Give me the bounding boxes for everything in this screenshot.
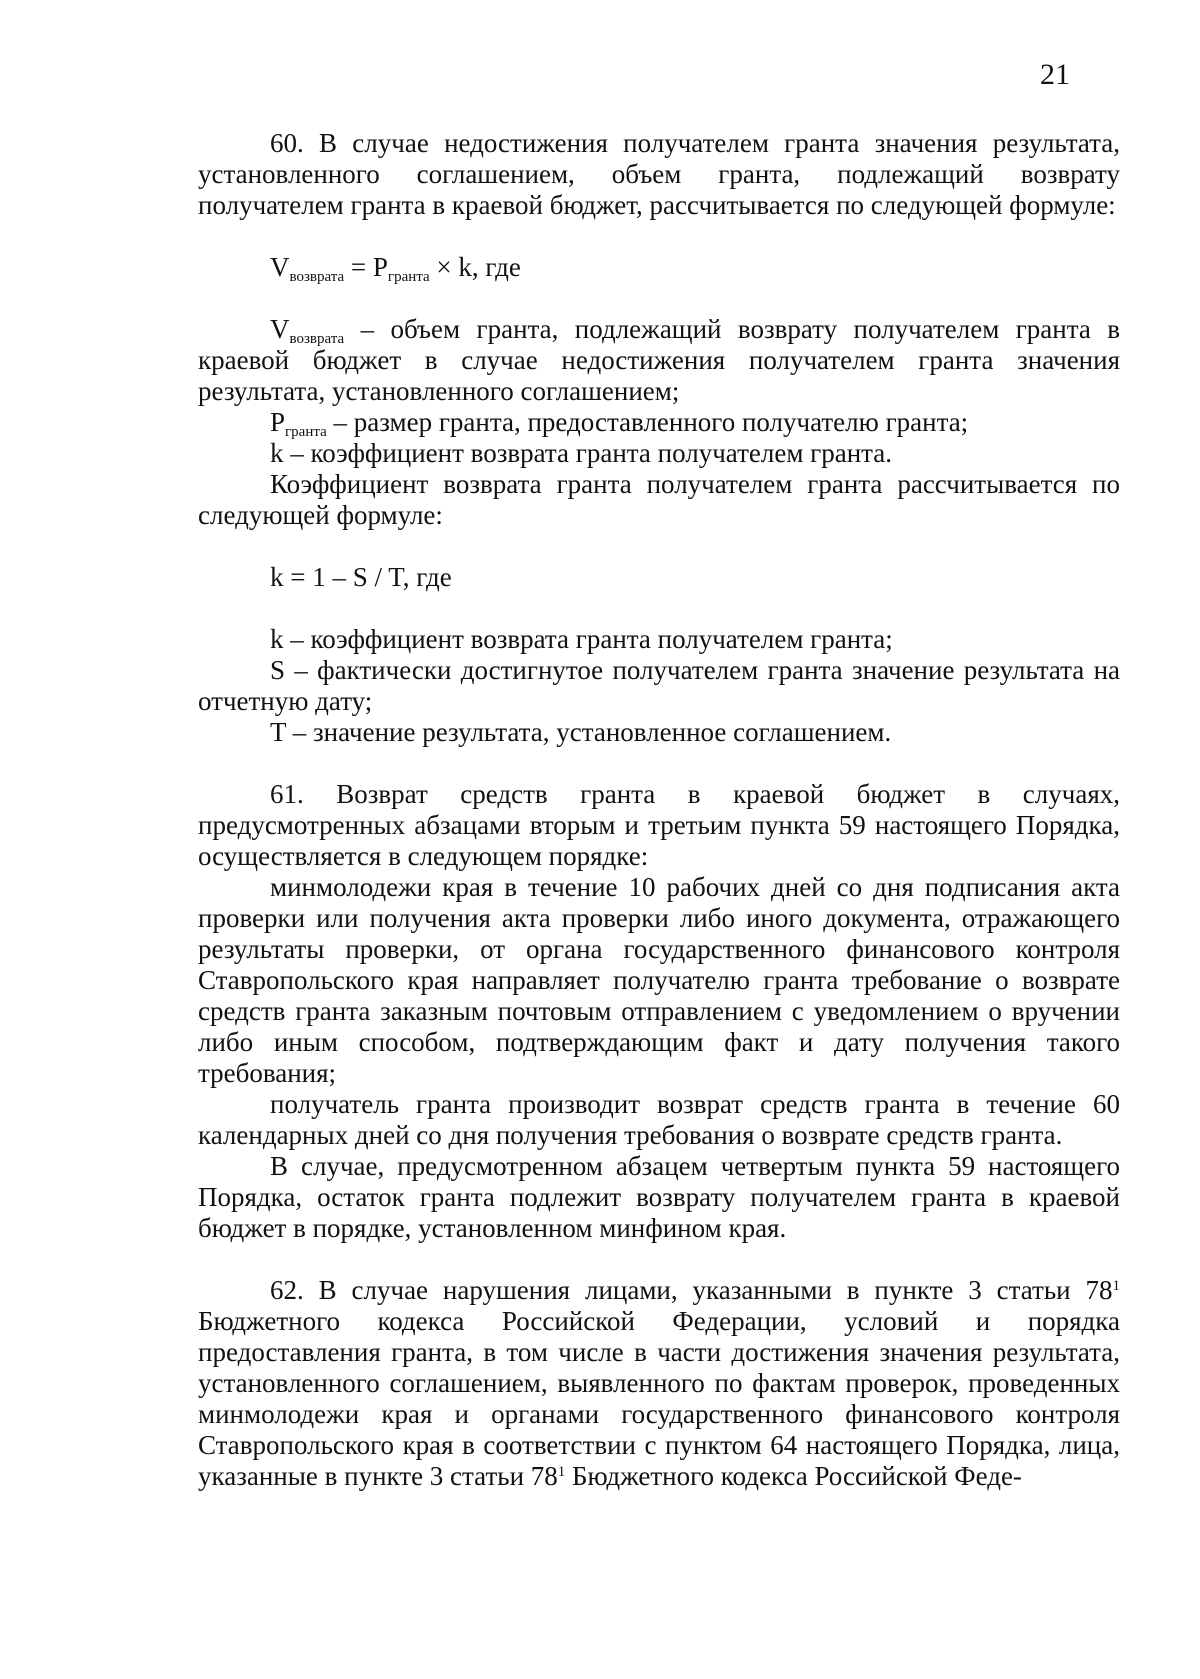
paragraph-61-intro: 61. Возврат средств гранта в краевой бюджет в случаях, предусмотренных абзацами вторым и третьим пункта 59 настоящего Порядка, осуществляется в следующем порядке: <box>198 779 1120 871</box>
paragraph-61-step-2: получатель гранта производит возврат средств гранта в течение 60 календарных дней со дня получения требования о возврате средств гранта. <box>198 1089 1120 1150</box>
paragraph-62-superscript-2: 1 <box>557 1464 566 1480</box>
formula-p-symbol: P <box>372 252 388 282</box>
definition-v-text: – объем гранта, подлежащий возврату получателем гранта в краевой бюджет в случае недостижения получателем гранта значения результата, установленного соглашением; <box>198 314 1120 406</box>
formula-rest: × k, где <box>429 252 521 282</box>
paragraph-62-part-3: Бюджетного кодекса Российской Феде- <box>565 1461 1022 1491</box>
definition-p <box>198 407 1120 438</box>
formula-equals: = <box>344 252 373 282</box>
paragraph-61-remainder: В случае, предусмотренном абзацем четвертым пункта 59 настоящего Порядка, остаток гранта подлежит возврату получателем гранта в краевой бюджет в порядке, установленном минфином края. <box>198 1151 1120 1243</box>
definition-v <box>198 314 1120 407</box>
paragraph-61-step-1: минмолодежи края в течение 10 рабочих дней со дня подписания акта проверки или получения акта проверки либо иного документа, отражающего результаты проверки, от органа государственного финансового контроля Ставропольского края направляет получателю гранта требование о возврате средств гранта заказным почтовым отправлением с уведомлением о вручении либо иным способом, подтверждающим факт и дату получения такого требования; <box>198 872 1120 1088</box>
formula-v-subscript: возврата <box>289 269 345 285</box>
formula-return-volume <box>270 252 1120 283</box>
coefficient-intro: Коэффициент возврата гранта получателем гранта рассчитывается по следующей формуле: <box>198 469 1120 530</box>
definition-t: T – значение результата, установленное соглашением. <box>270 717 892 747</box>
formula-v-symbol: V <box>270 252 290 282</box>
document-body <box>198 128 1120 1492</box>
paragraph-62 <box>198 1275 1120 1492</box>
definition-k: k – коэффициент возврата гранта получателем гранта. <box>270 438 893 468</box>
definition-p-subscript: гранта <box>285 424 327 440</box>
paragraph-60-intro: 60. В случае недостижения получателем гранта значения результата, установленного соглашением, объем гранта, подлежащий возврату получателем гранта в краевой бюджет, рассчитывается по следующей формуле: <box>198 128 1120 220</box>
paragraph-62-part-2: Бюджетного кодекса Российской Федерации, условий и порядка предоставления гранта, в том числе в части достижения значения результата, установленного соглашением, выявленного по фактам проверок, проведенных минмолодежи края и органами государственного финансового контроля Ставропольского края в соответствии с пунктом 64 настоящего Порядка, лица, указанные в пункте 3 статьи 78 <box>198 1306 1120 1491</box>
definition-v-subscript: возврата <box>289 331 345 347</box>
definition-s: S – фактически достигнутое получателем гранта значение результата на отчетную дату; <box>198 655 1120 716</box>
page-number: 21 <box>1040 58 1070 91</box>
paragraph-62-part-1: 62. В случае нарушения лицами, указанными в пункте 3 статьи 78 <box>270 1275 1113 1305</box>
definition-p-symbol: P <box>270 407 286 437</box>
definition-v-symbol: V <box>270 314 290 344</box>
definition-k-2: k – коэффициент возврата гранта получателем гранта; <box>270 624 893 654</box>
definition-p-text: – размер гранта, предоставленного получателю гранта; <box>326 407 969 437</box>
formula-coefficient: k = 1 – S / T, где <box>270 562 452 592</box>
formula-p-subscript: гранта <box>387 269 430 285</box>
paragraph-62-superscript-1: 1 <box>1112 1278 1120 1294</box>
